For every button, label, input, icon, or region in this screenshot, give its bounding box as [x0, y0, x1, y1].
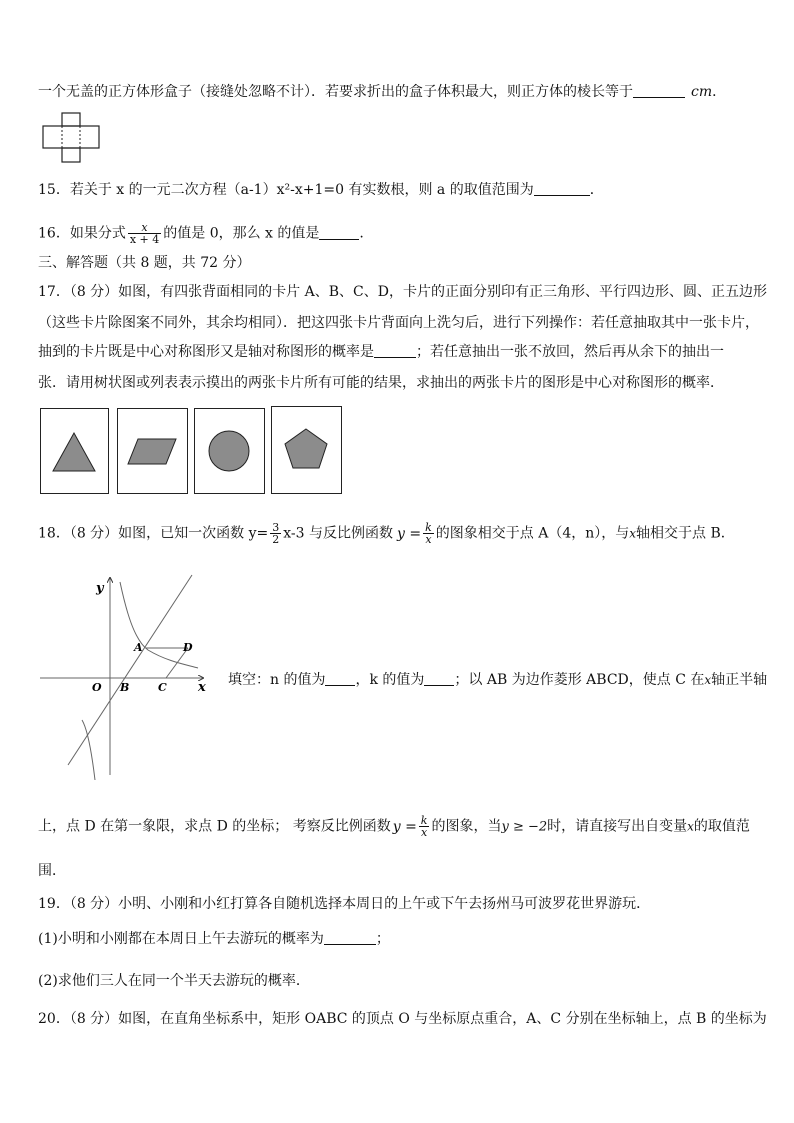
answer-blank	[424, 671, 454, 686]
q18-continuation: 上，点 D 在第一象限，求点 D 的坐标； 考察反比例函数 y = $\frac{k}{x}$ 的图象，当y ≥ −2时，请直接写出自变量x的取值范	[38, 814, 750, 839]
card-a	[40, 408, 109, 494]
question-16: 16．如果分式 $\frac{x}{x + 4}$ 的值是 0，那么 x 的值是 .	[38, 221, 364, 246]
q14-tail-line: 一个无盖的正方体形盒子（接缝处忽略不计）．若要求折出的盒子体积最大，则正方体的棱长等于 cm．	[38, 84, 727, 100]
label-c: C	[158, 681, 167, 694]
q17-line-1: 17．（8 分）如图，有四张背面相同的卡片 A、B、C、D，卡片的正面分别印有正三角形、平行四边形、圆、正五边形	[38, 284, 767, 300]
card-b	[117, 408, 188, 494]
label-b: B	[120, 681, 130, 694]
parallelogram-icon	[118, 409, 187, 493]
q17-line-4: 张．请用树状图或列表表示摸出的两张卡片所有可能的结果，求抽出的两张卡片的图形是中心对称图形的概率．	[38, 375, 724, 391]
pentagon-icon	[272, 407, 341, 493]
card-d	[271, 406, 342, 494]
answer-blank	[633, 83, 685, 98]
question-18: 18．（8 分）如图，已知一次函数 y= $\frac{3}{2}$ x-3 与反比例函数 y = $\frac{k}{x}$ 的图象相交于点 A（4，n），与x轴相交于点 B．	[38, 521, 735, 546]
label-y: y	[96, 581, 104, 596]
answer-blank	[374, 343, 416, 358]
q19-line-1: 19．（8 分）小明、小刚和小红打算各自随机选择本周日的上午或下午去扬州马可波罗花世界游玩．	[38, 896, 651, 912]
label-x: x	[198, 680, 206, 695]
cube-net-figure	[42, 112, 102, 166]
answer-blank	[319, 225, 359, 240]
triangle-icon	[41, 409, 108, 493]
fraction: $\frac{k}{x}$	[425, 521, 432, 546]
q19-sub-2: (2)求他们三人在同一个半天去游玩的概率．	[38, 973, 310, 989]
fraction: $\frac{x}{x + 4}$	[129, 221, 160, 246]
section-heading: 三、解答题（共 8 题，共 72 分）	[38, 255, 251, 271]
card-c	[194, 408, 265, 494]
q18-graph	[38, 570, 218, 785]
fraction: $\frac{3}{2}$	[272, 521, 280, 546]
question-15: 15．若关于 x 的一元二次方程（a-1）x²-x+1=0 有实数根，则 a 的取值范围为 ．	[38, 182, 604, 198]
answer-blank	[534, 181, 590, 196]
answer-blank	[324, 930, 376, 945]
label-o: O	[92, 681, 102, 694]
q20-line-1: 20．（8 分）如图，在直角坐标系中，矩形 OABC 的顶点 O 与坐标原点重合，A、C 分别在坐标轴上，点 B 的坐标为	[38, 1011, 767, 1027]
answer-blank	[325, 671, 355, 686]
q19-sub-1: (1)小明和小刚都在本周日上午去游玩的概率为 ；	[38, 931, 390, 947]
q18-fill-line: 填空：n 的值为 ，k 的值为 ；以 AB 为边作菱形 ABCD，使点 C 在x轴正半轴	[228, 672, 768, 688]
q17-line-3: 抽到的卡片既是中心对称图形又是轴对称图形的概率是 ；若任意抽出一张不放回，然后再从余下的抽出一	[38, 344, 724, 360]
q17-line-2: （这些卡片除图案不同外，其余均相同）．把这四张卡片背面向上洗匀后，进行下列操作：若任意抽取其中一张卡片，	[38, 315, 759, 331]
circle-icon	[195, 409, 264, 493]
label-d: D	[183, 641, 193, 654]
label-a: A	[134, 641, 143, 654]
q18-end: 围．	[38, 863, 66, 879]
fraction: $\frac{k}{x}$	[420, 814, 428, 839]
